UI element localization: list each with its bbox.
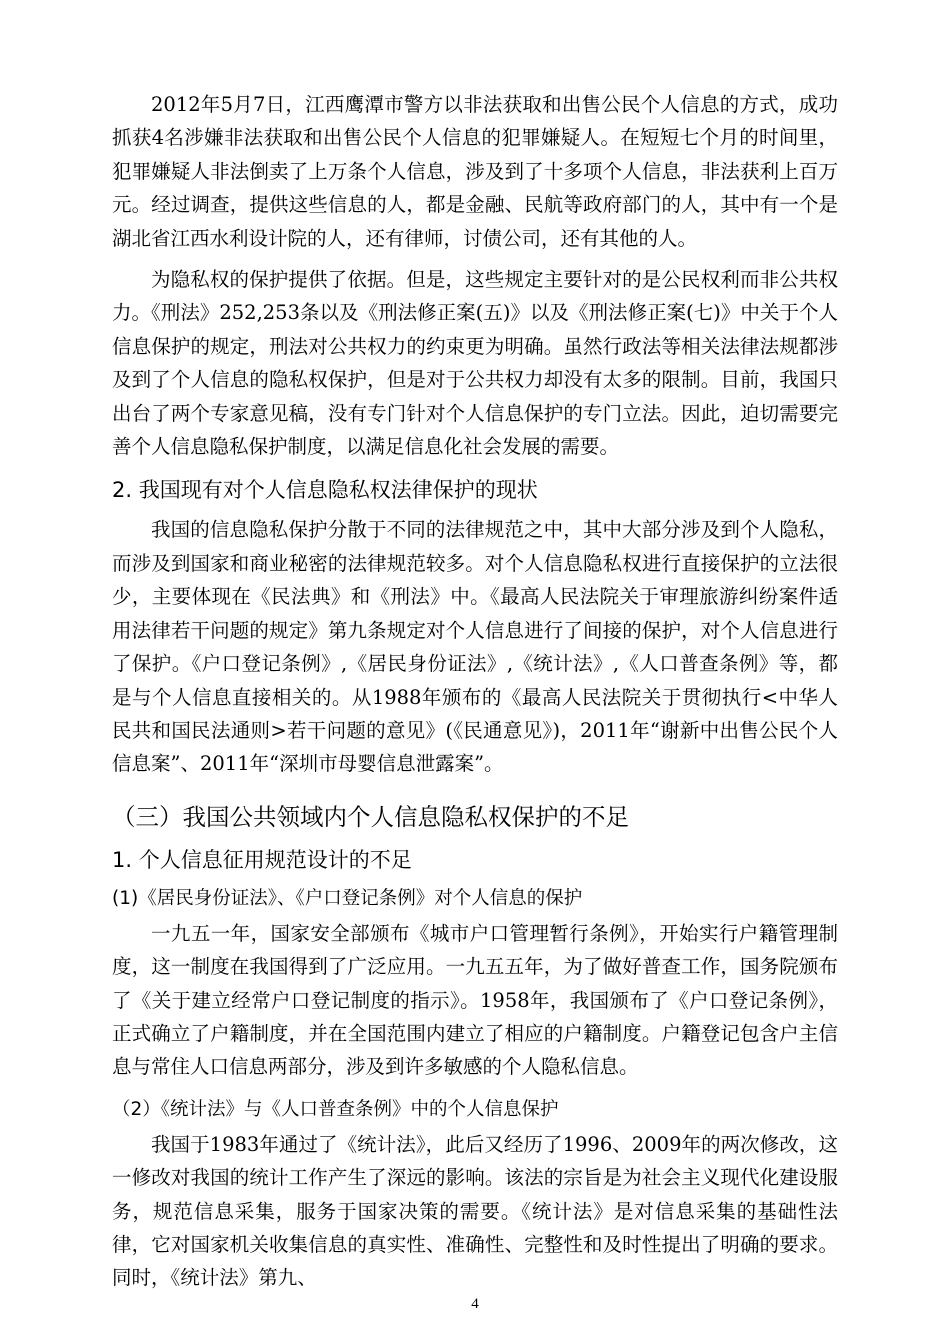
body-paragraph: 我国于1983年通过了《统计法》，此后又经历了1996、2009年的两次修改，这一修改对我国的统计工作产生了深远的影响。该法的宗旨是为社会主义现代化建设服务，规范信息采集，服务于国家决策的需要。《统计法》是对信息采集的基础性法律，它对国家机关收集信息的真实性、准确性、完整性和及时性提出了明确的要求。同时，《统计法》第九、 (112, 1132, 838, 1290)
body-paragraph: 2012年5月7日，江西鹰潭市警方以非法获取和出售公民个人信息的方式，成功抓获4名涉嫌非法获取和出售公民个人信息的犯罪嫌疑人。在短短七个月的时间里，犯罪嫌疑人非法倒卖了上万条个人信息，涉及到了十多项个人信息，非法获利上百万元。经过调查，提供这些信息的人，都是金融、民航等政府部门的人，其中有一个是湖北省江西水利设计院的人，还有律师，讨债公司，还有其他的人。 (112, 93, 838, 250)
chapter-heading: （三）我国公共领域内个人信息隐私权保护的不足 (112, 802, 629, 831)
subsection-heading: (1)《居民身份证法》、《户口登记条例》对个人信息的保护 (112, 887, 583, 909)
subsection-heading: （2）《统计法》与《人口普查条例》中的个人信息保护 (112, 1098, 559, 1120)
page-body (112, 88, 838, 1295)
body-paragraph: 我国的信息隐私保护分散于不同的法律规范之中，其中大部分涉及到个人隐私，而涉及到国家和商业秘密的法律规范较多。对个人信息隐私权进行直接保护的立法很少，主要体现在《民法典》和《刑法》中。《最高人民法院关于审理旅游纠纷案件适用法律若干问题的规定》第九条规定对个人信息进行了间接的保护，对个人信息进行了保护。《户口登记条例》,《居民身份证法》,《统计法》,《人口普查条例》等，都是与个人信息直接相关的。从1988年颁布的《最高人民法院关于贯彻执行<中华人民共和国民法通则>若干问题的意见》(《民通意见》)，2011年“谢新中出售公民个人信息案”、2011年“深圳市母婴信息泄露案”。 (112, 518, 838, 776)
page-number: 4 (471, 1296, 479, 1312)
body-paragraph: 为隐私权的保护提供了依据。但是，这些规定主要针对的是公民权利而非公共权力。《刑法》252,253条以及《刑法修正案(五)》以及《刑法修正案(七)》中关于个人信息保护的规定，刑法对公共权力的约束更为明确。虽然行政法等相关法律法规都涉及到了个人信息的隐私权保护，但是对于公共权力却没有太多的限制。目前，我国只出台了两个专家意见稿，没有专门针对个人信息保护的专门立法。因此，迫切需要完善个人信息隐私保护制度，以满足信息化社会发展的需要。 (112, 268, 838, 459)
body-paragraph: 一九五一年，国家安全部颁布《城市户口管理暂行条例》，开始实行户籍管理制度，这一制度在我国得到了广泛应用。一九五五年，为了做好普查工作，国务院颁布了《关于建立经常户口登记制度的指示》。1958年，我国颁布了《户口登记条例》，正式确立了户籍制度，并在全国范围内建立了相应的户籍制度。户籍登记包含户主信息与常住人口信息两部分，涉及到许多敏感的个人隐私信息。 (112, 921, 838, 1079)
section-heading: 2. 我国现有对个人信息隐私权法律保护的现状 (112, 478, 538, 503)
section-heading: 1. 个人信息征用规范设计的不足 (112, 847, 412, 872)
